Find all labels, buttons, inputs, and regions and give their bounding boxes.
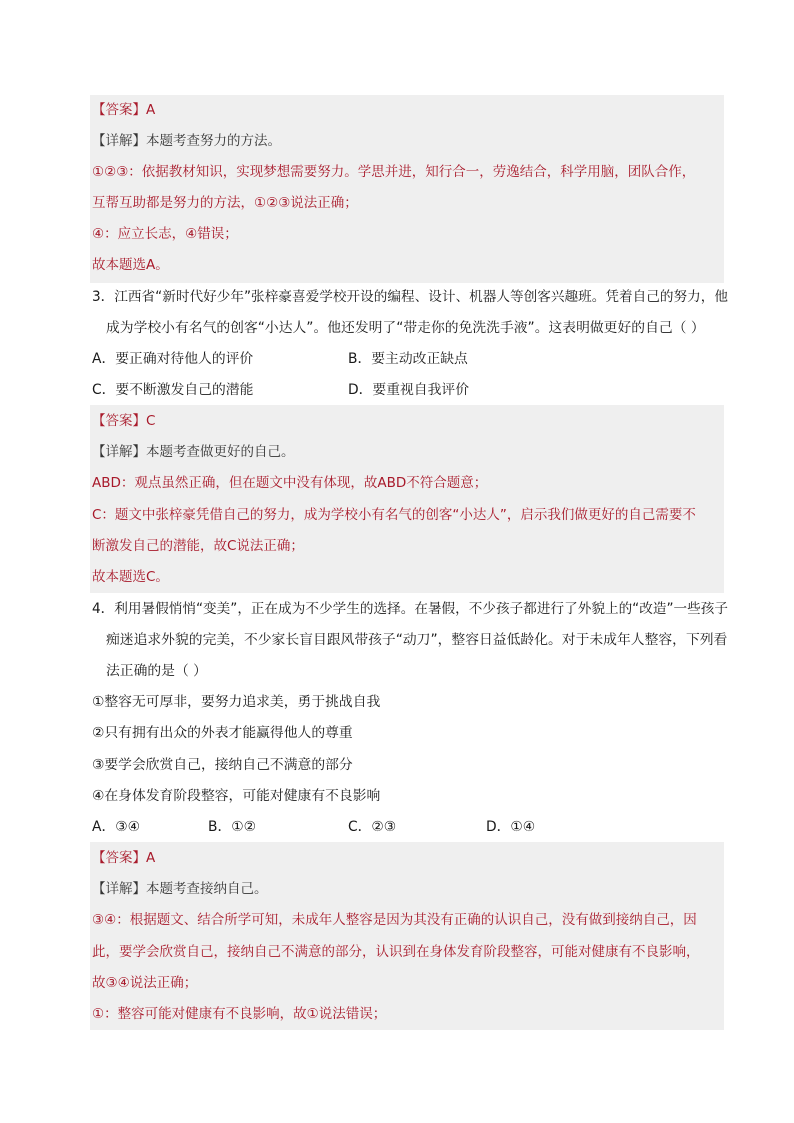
detail-line: 此，要学会欣赏自己，接纳自己不满意的部分，认识到在身体发育阶段整容，可能对健康有不良影响，: [92, 944, 700, 960]
detail-line: 互帮互助都是努力的方法，①②③说法正确；: [92, 195, 358, 211]
detail-line: 断激发自己的潜能，故C说法正确；: [92, 538, 304, 554]
option-c: C．要不断激发自己的潜能: [92, 382, 254, 398]
answer-block-1: [90, 95, 724, 283]
detail-line: ③④：根据题文、结合所学可知，未成年人整容是因为其没有正确的认识自己，没有做到接纳自己，因: [92, 912, 697, 928]
question-4-line: 法正确的是（ ）: [106, 663, 207, 679]
answer-label: 【答案】A: [92, 102, 156, 118]
answer-label: 【答案】C: [92, 413, 156, 429]
option-b: B．要主动改正缺点: [348, 351, 468, 367]
statement-4: ④在身体发育阶段整容，可能对健康有不良影响: [92, 788, 381, 804]
detail-line: 故③④说法正确；: [92, 975, 198, 991]
answer-block-2: [90, 405, 724, 593]
question-3-line: 成为学校小有名气的创客“小达人”。他还发明了“带走你的免洗洗手液”。这表明做更好的自己（ ）: [106, 320, 705, 336]
question-4-line: 痴迷追求外貌的完美，不少家长盲目跟风带孩子“动刀”，整容日益低龄化。对于未成年人整容，下列看: [106, 632, 728, 648]
question-4-line: 4．利用暑假悄悄“变美”，正在成为不少学生的选择。在暑假，不少孩子都进行了外貌上的“改造”一些孩子: [92, 601, 728, 617]
detail-line: C：题文中张梓豪凭借自己的努力，成为学校小有名气的创客“小达人”，启示我们做更好的自己需要不: [92, 507, 696, 523]
statement-1: ①整容无可厚非，要努力追求美，勇于挑战自我: [92, 694, 381, 710]
option-b: B．①②: [208, 819, 256, 835]
detail-line: ABD：观点虽然正确，但在题文中没有体现，故ABD不符合题意；: [92, 475, 488, 491]
detail-title: 【详解】本题考查努力的方法。: [92, 133, 281, 149]
statement-3: ③要学会欣赏自己，接纳自己不满意的部分: [92, 757, 353, 773]
statement-2: ②只有拥有出众的外表才能赢得他人的尊重: [92, 725, 353, 741]
detail-line: 故本题选C。: [92, 569, 169, 585]
detail-title: 【详解】本题考查接纳自己。: [92, 881, 268, 897]
option-c: C．②③: [348, 819, 397, 835]
detail-title: 【详解】本题考查做更好的自己。: [92, 444, 295, 460]
detail-line: 故本题选A。: [92, 257, 169, 273]
option-d: D．要重视自我评价: [348, 382, 469, 398]
option-a: A．要正确对待他人的评价: [92, 351, 254, 367]
detail-line: ①：整容可能对健康有不良影响，故①说法错误；: [92, 1006, 387, 1022]
question-3-line: 3．江西省“新时代好少年”张梓豪喜爱学校开设的编程、设计、机器人等创客兴趣班。凭着自己的努力，他: [92, 289, 729, 305]
answer-block-3: [90, 842, 724, 1030]
option-d: D．①④: [486, 819, 536, 835]
detail-line: ①②③：依据教材知识，实现梦想需要努力。学思并进，知行合一，劳逸结合，科学用脑，团队合作，: [92, 164, 696, 180]
option-a: A．③④: [92, 819, 140, 835]
detail-line: ④：应立长志，④错误；: [92, 226, 238, 242]
answer-label: 【答案】A: [92, 850, 156, 866]
